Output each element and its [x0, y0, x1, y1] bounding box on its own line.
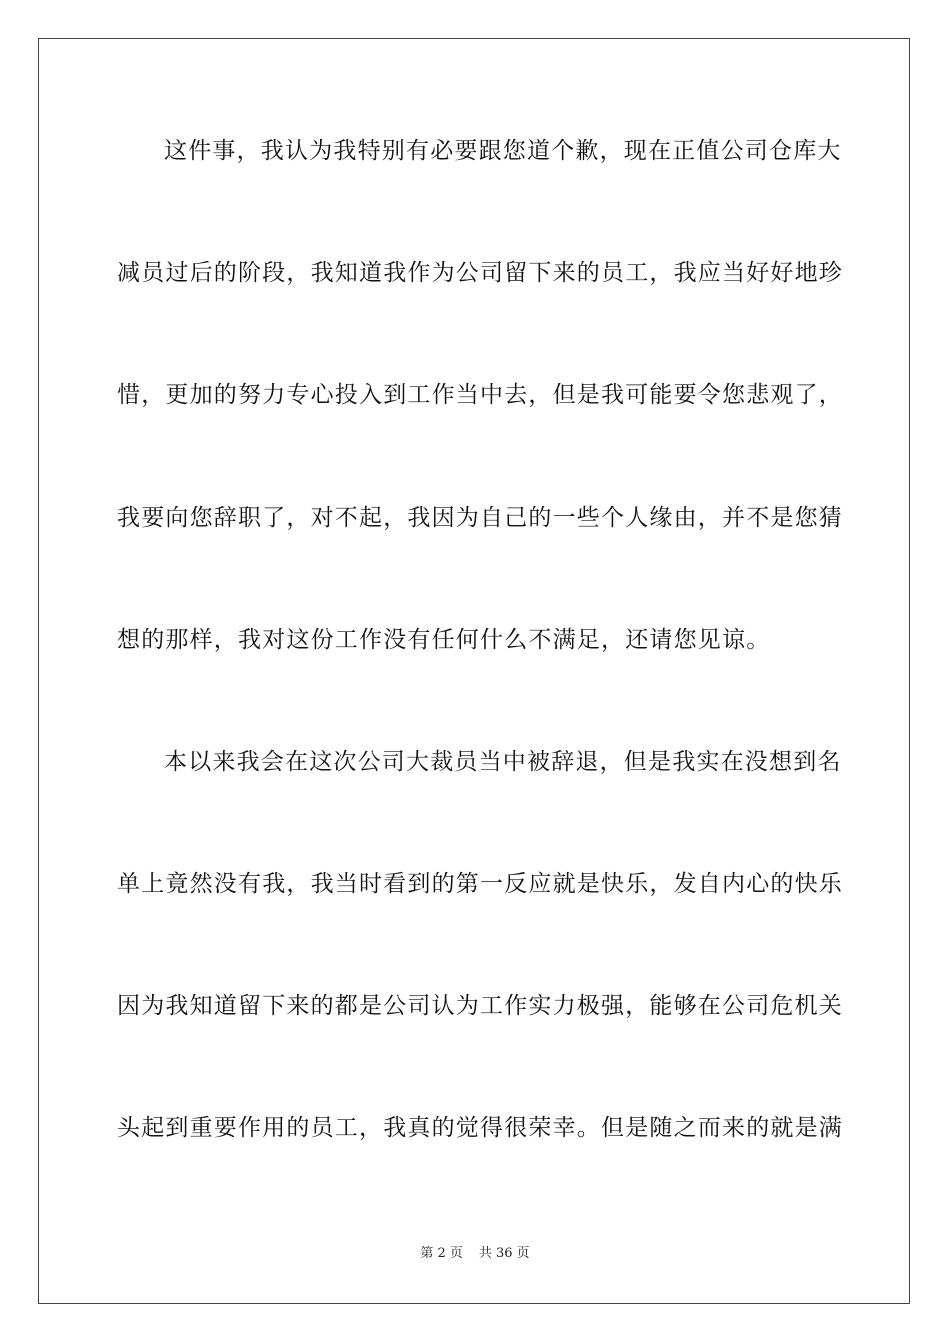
text-line-2: 减员过后的阶段，我知道我作为公司留下来的员工，我应当好好地珍 — [117, 260, 843, 286]
text-line-5: 想的那样，我对这份工作没有任何什么不满足，还请您见谅。 — [117, 627, 771, 653]
text-line-8: 因为我知道留下来的都是公司认为工作实力极强，能够在公司危机关 — [117, 993, 843, 1019]
text-line-6: 本以来我会在这次公司大裁员当中被辞退，但是我实在没想到名 — [164, 749, 842, 775]
page-total: 共 36 页 — [478, 1246, 530, 1261]
page-number: 第 2 页 — [420, 1246, 463, 1261]
text-line-4: 我要向您辞职了，对不起，我因为自己的一些个人缘由，并不是您猜 — [117, 505, 843, 531]
text-line-9: 头起到重要作用的员工，我真的觉得很荣幸。但是随之而来的就是满 — [117, 1115, 843, 1141]
text-line-7: 单上竟然没有我，我当时看到的第一反应就是快乐，发自内心的快乐 — [117, 871, 843, 897]
text-line-3: 惜，更加的努力专心投入到工作当中去，但是我可能要令您悲观了， — [117, 382, 843, 408]
page-footer — [0, 1245, 950, 1263]
text-line-1: 这件事，我认为我特别有必要跟您道个歉，现在正值公司仓库大 — [164, 138, 842, 164]
